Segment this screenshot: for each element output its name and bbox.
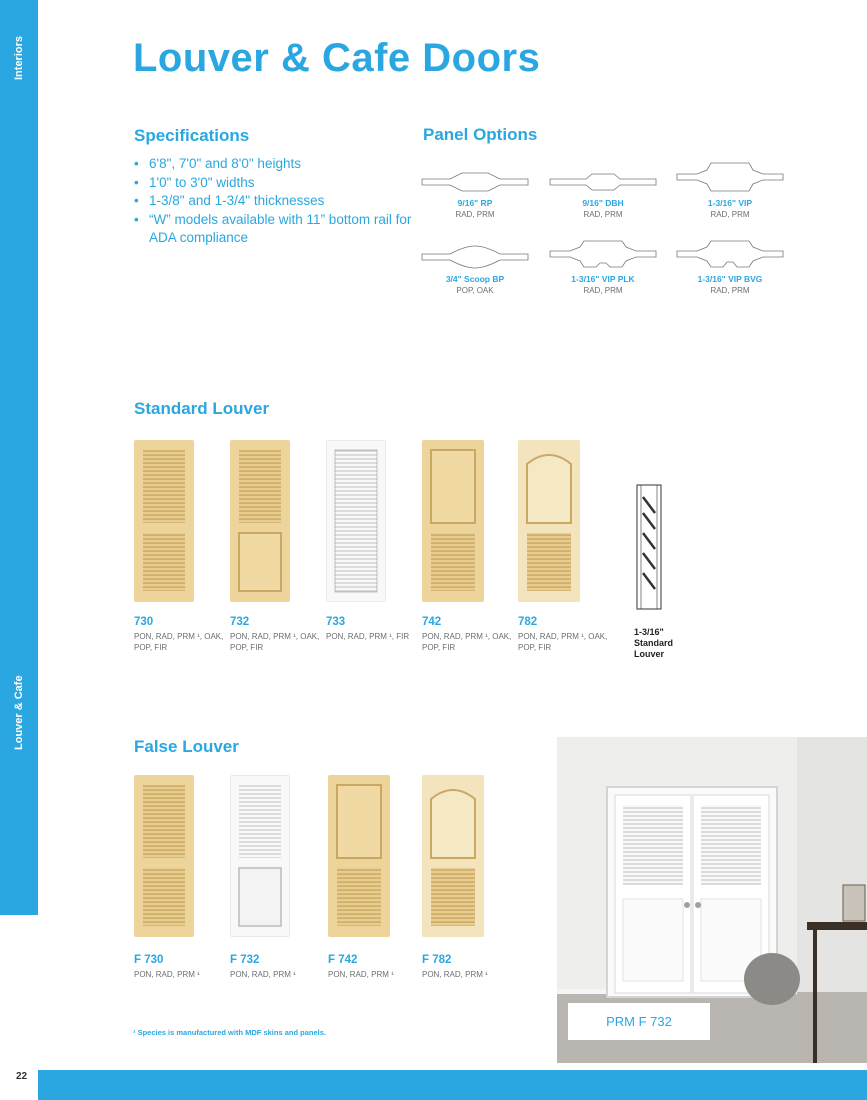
louver-profile-icon (634, 483, 664, 611)
spec-item: • 1-3/8" and 1-3/4" thicknesses (134, 192, 414, 211)
door-caption (134, 616, 229, 653)
vip-panel-profile-icon (675, 160, 785, 194)
standard-louver-heading: Standard Louver (134, 399, 270, 418)
footnote: ¹ Species is manufactured with MDF skins and panels. (133, 1028, 326, 1037)
door-model: 732 (230, 616, 250, 628)
footer-bar (38, 1070, 867, 1100)
panel-option-name: 1-3/16" VIP PLK (571, 274, 635, 284)
panel-option-name: 3/4" Scoop BP (445, 274, 505, 284)
vip-bevel-panel-profile-icon (675, 238, 785, 270)
raised-panel-profile-icon (420, 170, 530, 194)
door-model: 733 (326, 616, 346, 628)
door-caption (422, 616, 517, 653)
door-f782-image (422, 775, 484, 937)
panel-option-species: RAD, PRM (710, 286, 750, 295)
door-species: PON, RAD, PRM ¹, OAK, POP, FIR (134, 632, 224, 652)
door-742-image (422, 440, 484, 602)
panel-option-name: 1-3/16" VIP BVG (697, 274, 763, 284)
door-model: F 782 (422, 954, 452, 966)
door-732-image (230, 440, 290, 602)
sidebar-chapter-label: Louver & Cafe (13, 675, 25, 750)
door-model: F 730 (134, 954, 164, 966)
sidebar-section-label: Interiors (13, 35, 25, 80)
door-model: F 742 (328, 954, 358, 966)
door-species: PON, RAD, PRM ¹, FIR (326, 632, 410, 641)
door-model: 782 (518, 616, 538, 628)
panel-option-species: POP, OAK (456, 286, 494, 295)
door-species: PON, RAD, PRM ¹ (134, 970, 200, 979)
panel-option (670, 238, 790, 295)
photo-caption: PRM F 732 (568, 1003, 710, 1040)
panel-option (415, 170, 535, 219)
page-number: 22 (16, 1071, 28, 1082)
door-caption (422, 954, 517, 980)
door-species: PON, RAD, PRM ¹ (230, 970, 296, 979)
scoop-panel-profile-icon (420, 244, 530, 270)
panel-option-species: RAD, PRM (455, 210, 495, 219)
panel-option (670, 160, 790, 219)
spec-item: • “W” models available with 11” bottom rail for ADA compliance (134, 211, 414, 248)
page-title: Louver & Cafe Doors (133, 36, 541, 80)
panel-option-species: RAD, PRM (583, 210, 623, 219)
panel-option (543, 238, 663, 295)
door-caption (134, 954, 229, 980)
specifications-heading: Specifications (134, 126, 250, 145)
door-f730-image (134, 775, 194, 937)
panel-option-name: 1-3/16" VIP (707, 198, 753, 208)
panel-option (543, 170, 663, 219)
panel-option-name: 9/16" RP (457, 198, 493, 208)
panel-option (415, 244, 535, 295)
door-model: F 732 (230, 954, 260, 966)
door-733-image (326, 440, 386, 602)
panel-options-heading: Panel Options (423, 125, 538, 144)
vip-plank-panel-profile-icon (548, 238, 658, 270)
panel-option-name: 9/16" DBH (582, 198, 624, 208)
louver-profile-label: 1-3/16" Standard Louver (634, 627, 674, 659)
door-caption (230, 954, 325, 980)
door-f732-image (230, 775, 290, 937)
door-model: 742 (422, 616, 442, 628)
door-caption (230, 616, 325, 653)
door-caption (518, 616, 613, 653)
door-species: PON, RAD, PRM ¹, OAK, POP, FIR (518, 632, 608, 652)
specifications-list (134, 155, 414, 248)
sidebar (0, 0, 38, 915)
door-caption (328, 954, 423, 980)
door-species: PON, RAD, PRM ¹ (422, 970, 488, 979)
panel-option-species: RAD, PRM (583, 286, 623, 295)
door-model: 730 (134, 616, 154, 628)
door-species: PON, RAD, PRM ¹, OAK, POP, FIR (230, 632, 320, 652)
spec-item: • 6'8", 7'0" and 8'0" heights (134, 155, 414, 174)
door-caption (326, 616, 421, 642)
spec-item: • 1'0" to 3'0" widths (134, 174, 414, 193)
false-louver-heading: False Louver (134, 737, 239, 756)
door-species: PON, RAD, PRM ¹ (328, 970, 394, 979)
door-730-image (134, 440, 194, 602)
double-hip-panel-profile-icon (548, 170, 658, 194)
door-f742-image (328, 775, 390, 937)
door-782-image (518, 440, 580, 602)
panel-option-species: RAD, PRM (710, 210, 750, 219)
door-species: PON, RAD, PRM ¹, OAK, POP, FIR (422, 632, 512, 652)
